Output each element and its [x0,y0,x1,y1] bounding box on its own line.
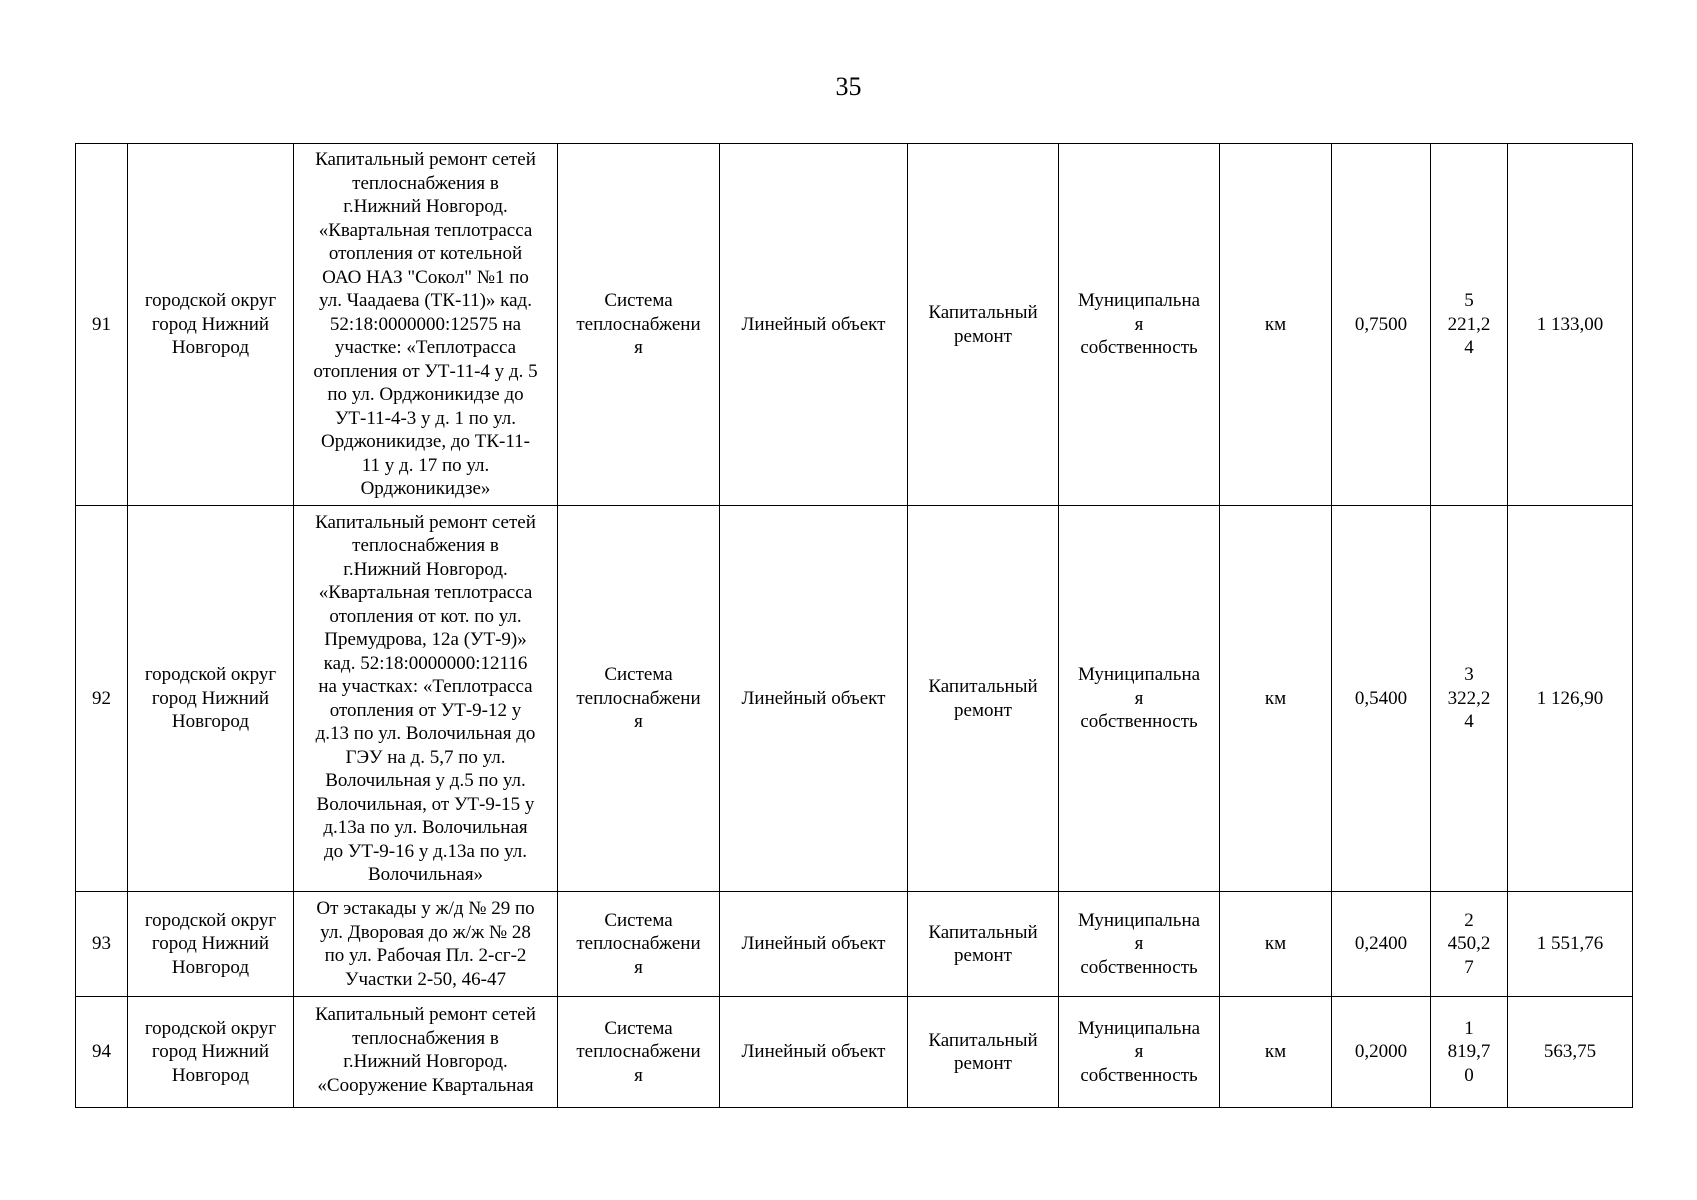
work-type-cell: Капитальный ремонт [908,506,1059,892]
table-row [76,892,1633,997]
row-number: 92 [76,506,128,892]
length-cell: 0,7500 [1332,144,1431,506]
unit-cell: км [1220,892,1332,997]
object-type-cell: Линейный объект [720,144,908,506]
table-body [76,144,1633,1108]
system-cell: Система теплоснабжени я [558,997,720,1108]
row-number: 94 [76,997,128,1108]
object-type-cell: Линейный объект [720,506,908,892]
description-cell: Капитальный ремонт сетей теплоснабжения в г.Нижний Новгород. «Квартальная теплотрасса отопления от кот. по ул. Премудрова, 12а (УТ-9)» кад. 52:18:0000000:12116 на участках: «Теплотрасса отопления от УТ-9-12 у д.13 по ул. Волочильная до ГЭУ на д. 5,7 по ул. Волочильная у д.5 по ул. Волочильная, от УТ-9-15 у д.13а по ул. Волочильная до УТ-9-16 у д.13а по ул. Волочильная» [294,506,558,892]
cost-cell: 1 819,7 0 [1431,997,1508,1108]
work-type-cell: Капитальный ремонт [908,144,1059,506]
description-cell: Капитальный ремонт сетей теплоснабжения в г.Нижний Новгород. «Квартальная теплотрасса отопления от котельной ОАО НАЗ "Сокол" №1 по ул. Чаадаева (ТК-11)» кад. 52:18:0000000:12575 на участке: «Теплотрасса отопления от УТ-11-4 у д. 5 по ул. Орджоникидзе до УТ-11-4-3 у д. 1 по ул. Орджоникидзе, до ТК-11- 11 у д. 17 по ул. Орджоникидзе» [294,144,558,506]
system-cell: Система теплоснабжени я [558,892,720,997]
length-cell: 0,2400 [1332,892,1431,997]
description-cell: Капитальный ремонт сетей теплоснабжения в г.Нижний Новгород. «Сооружение Квартальная [294,997,558,1108]
length-cell: 0,2000 [1332,997,1431,1108]
total-cell: 563,75 [1508,997,1633,1108]
ownership-cell: Муниципальна я собственность [1059,144,1220,506]
unit-cell: км [1220,997,1332,1108]
works-table [75,143,1633,1108]
cost-cell: 2 450,2 7 [1431,892,1508,997]
locality-cell: городской округ город Нижний Новгород [128,144,294,506]
row-number: 91 [76,144,128,506]
locality-cell: городской округ город Нижний Новгород [128,892,294,997]
locality-cell: городской округ город Нижний Новгород [128,506,294,892]
ownership-cell: Муниципальна я собственность [1059,892,1220,997]
system-cell: Система теплоснабжени я [558,506,720,892]
table-row [76,144,1633,506]
cost-cell: 5 221,2 4 [1431,144,1508,506]
total-cell: 1 126,90 [1508,506,1633,892]
length-cell: 0,5400 [1332,506,1431,892]
work-type-cell: Капитальный ремонт [908,892,1059,997]
table-row [76,506,1633,892]
ownership-cell: Муниципальна я собственность [1059,997,1220,1108]
total-cell: 1 133,00 [1508,144,1633,506]
total-cell: 1 551,76 [1508,892,1633,997]
work-type-cell: Капитальный ремонт [908,997,1059,1108]
object-type-cell: Линейный объект [720,997,908,1108]
unit-cell: км [1220,506,1332,892]
unit-cell: км [1220,144,1332,506]
table-row [76,997,1633,1108]
description-cell: От эстакады у ж/д № 29 по ул. Дворовая до ж/ж № 28 по ул. Рабочая Пл. 2-сг-2 Участки 2-50, 46-47 [294,892,558,997]
page-number: 35 [835,72,862,101]
cost-cell: 3 322,2 4 [1431,506,1508,892]
locality-cell: городской округ город Нижний Новгород [128,997,294,1108]
object-type-cell: Линейный объект [720,892,908,997]
ownership-cell: Муниципальна я собственность [1059,506,1220,892]
system-cell: Система теплоснабжени я [558,144,720,506]
row-number: 93 [76,892,128,997]
